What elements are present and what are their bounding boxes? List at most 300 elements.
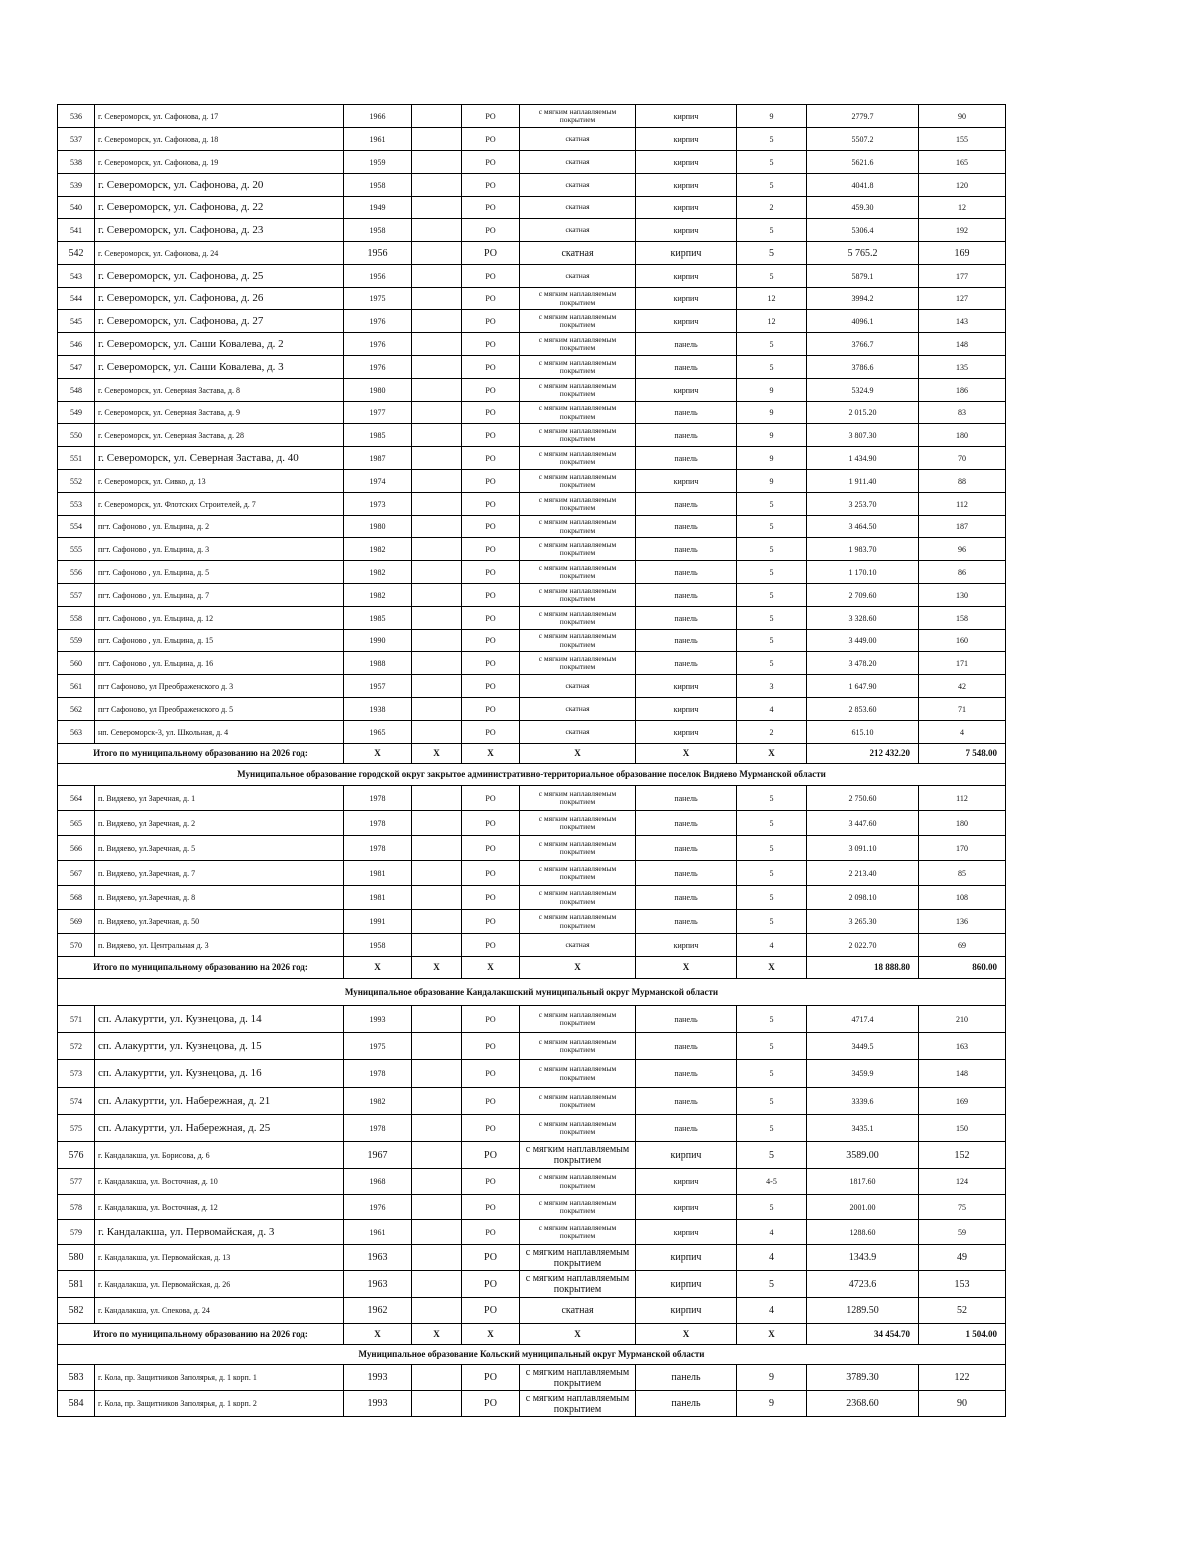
floors-cell: 2 [737, 721, 807, 744]
table-row [58, 1060, 1006, 1088]
build-year-cell: 1961 [344, 128, 412, 151]
address-cell: пгт. Сафоново , ул. Ельцина, д. 15 [95, 630, 344, 652]
address-cell: пгт. Сафоново , ул. Ельцина, д. 3 [95, 538, 344, 561]
roof-type-cell: с мягким наплавляемым покрытием [520, 424, 636, 447]
address-cell: г. Североморск, ул. Сафонова, д. 23 [95, 219, 344, 242]
table-row [58, 1115, 1006, 1142]
operator-cell: РО [462, 105, 520, 128]
wall-material-cell: кирпич [636, 1271, 737, 1298]
build-year-cell: 1957 [344, 675, 412, 698]
row-number: 562 [58, 698, 95, 721]
table-row [58, 424, 1006, 447]
row-number: 580 [58, 1245, 95, 1271]
section-title: Муниципальное образование Кольский муниципальный округ Мурманской области [58, 1345, 1006, 1365]
total-x-cell: X [520, 957, 636, 979]
address-cell: п. Видяево, ул Заречная, д. 2 [95, 811, 344, 836]
operator-cell: РО [462, 174, 520, 197]
table-row [58, 447, 1006, 470]
row-number: 539 [58, 174, 95, 197]
wall-material-cell: панель [636, 516, 737, 538]
roof-type-cell: с мягким наплавляемым покрытием [520, 607, 636, 630]
empty-cell [412, 424, 462, 447]
build-year-cell: 1981 [344, 861, 412, 886]
total-count: 7 548.00 [919, 744, 1006, 764]
total-count: 1 504.00 [919, 1324, 1006, 1345]
count-cell: 187 [919, 516, 1006, 538]
wall-material-cell: панель [636, 333, 737, 356]
row-number: 574 [58, 1088, 95, 1115]
roof-type-cell: скатная [520, 219, 636, 242]
count-cell: 163 [919, 1033, 1006, 1060]
area-cell: 2 098.10 [807, 886, 919, 910]
empty-cell [412, 934, 462, 957]
empty-cell [412, 675, 462, 698]
count-cell: 70 [919, 447, 1006, 470]
floors-cell: 5 [737, 652, 807, 675]
roof-type-cell: с мягким наплавляемым покрытием [520, 402, 636, 424]
empty-cell [412, 356, 462, 379]
address-cell: г. Североморск, ул. Саши Ковалева, д. 3 [95, 356, 344, 379]
build-year-cell: 1975 [344, 1033, 412, 1060]
area-cell: 3 449.00 [807, 630, 919, 652]
roof-type-cell: с мягким наплавляемым покрытием [520, 811, 636, 836]
housing-register-table [57, 104, 1006, 1417]
table-row [58, 630, 1006, 652]
build-year-cell: 1967 [344, 1142, 412, 1169]
build-year-cell: 1991 [344, 910, 412, 934]
count-cell: 122 [919, 1365, 1006, 1391]
area-cell: 1 911.40 [807, 470, 919, 493]
empty-cell [412, 1169, 462, 1195]
roof-type-cell: скатная [520, 934, 636, 957]
area-cell: 3 253.70 [807, 493, 919, 516]
area-cell: 3339.6 [807, 1088, 919, 1115]
table-row [58, 197, 1006, 219]
empty-cell [412, 698, 462, 721]
empty-cell [412, 630, 462, 652]
empty-cell [412, 288, 462, 310]
empty-cell [412, 1220, 462, 1245]
count-cell: 108 [919, 886, 1006, 910]
count-cell: 148 [919, 333, 1006, 356]
address-cell: г. Североморск, ул. Сафонова, д. 25 [95, 265, 344, 288]
build-year-cell: 1980 [344, 516, 412, 538]
empty-cell [412, 310, 462, 333]
total-x-cell: X [462, 957, 520, 979]
area-cell: 5324.9 [807, 379, 919, 402]
total-count: 860.00 [919, 957, 1006, 979]
area-cell: 1 434.90 [807, 447, 919, 470]
empty-cell [412, 721, 462, 744]
total-area: 34 454.70 [807, 1324, 919, 1345]
operator-cell: РО [462, 934, 520, 957]
roof-type-cell: с мягким наплавляемым покрытием [520, 1060, 636, 1088]
wall-material-cell: кирпич [636, 288, 737, 310]
roof-type-cell: с мягким наплавляемым покрытием [520, 356, 636, 379]
build-year-cell: 1987 [344, 447, 412, 470]
area-cell: 1 170.10 [807, 561, 919, 584]
floors-cell: 5 [737, 1006, 807, 1033]
operator-cell: РО [462, 1060, 520, 1088]
row-number: 540 [58, 197, 95, 219]
row-number: 558 [58, 607, 95, 630]
empty-cell [412, 265, 462, 288]
count-cell: 169 [919, 1088, 1006, 1115]
wall-material-cell: кирпич [636, 219, 737, 242]
table-row [58, 493, 1006, 516]
address-cell: г. Кандалакша, ул. Первомайская, д. 26 [95, 1271, 344, 1298]
floors-cell: 5 [737, 1088, 807, 1115]
operator-cell: РО [462, 128, 520, 151]
address-cell: г. Кандалакша, ул. Восточная, д. 10 [95, 1169, 344, 1195]
count-cell: 171 [919, 652, 1006, 675]
table-row [58, 1169, 1006, 1195]
total-x-cell: X [520, 744, 636, 764]
roof-type-cell: скатная [520, 721, 636, 744]
build-year-cell: 1978 [344, 811, 412, 836]
roof-type-cell: скатная [520, 197, 636, 219]
build-year-cell: 1958 [344, 174, 412, 197]
build-year-cell: 1981 [344, 886, 412, 910]
row-number: 549 [58, 402, 95, 424]
build-year-cell: 1976 [344, 1195, 412, 1220]
table-row [58, 219, 1006, 242]
wall-material-cell: кирпич [636, 1298, 737, 1324]
address-cell: нп. Североморск-3, ул. Школьная, д. 4 [95, 721, 344, 744]
table-row [58, 470, 1006, 493]
operator-cell: РО [462, 197, 520, 219]
row-number: 546 [58, 333, 95, 356]
roof-type-cell: скатная [520, 265, 636, 288]
table-row [58, 1088, 1006, 1115]
address-cell: г. Кандалакша, ул. Восточная, д. 12 [95, 1195, 344, 1220]
operator-cell: РО [462, 675, 520, 698]
count-cell: 150 [919, 1115, 1006, 1142]
operator-cell: РО [462, 538, 520, 561]
area-cell: 2001.00 [807, 1195, 919, 1220]
area-cell: 4041.8 [807, 174, 919, 197]
table-row [58, 516, 1006, 538]
wall-material-cell: кирпич [636, 197, 737, 219]
floors-cell: 9 [737, 447, 807, 470]
floors-cell: 9 [737, 379, 807, 402]
roof-type-cell: с мягким наплавляемым покрытием [520, 1391, 636, 1417]
empty-cell [412, 561, 462, 584]
build-year-cell: 1974 [344, 470, 412, 493]
address-cell: пгт. Сафоново , ул. Ельцина, д. 2 [95, 516, 344, 538]
floors-cell: 9 [737, 424, 807, 447]
section-header-row [58, 1345, 1006, 1365]
address-cell: г. Североморск, ул. Северная Застава, д. 28 [95, 424, 344, 447]
row-number: 555 [58, 538, 95, 561]
row-number: 542 [58, 242, 95, 265]
roof-type-cell: с мягким наплавляемым покрытием [520, 288, 636, 310]
empty-cell [412, 333, 462, 356]
empty-cell [412, 910, 462, 934]
roof-type-cell: с мягким наплавляемым покрытием [520, 105, 636, 128]
empty-cell [412, 105, 462, 128]
empty-cell [412, 1006, 462, 1033]
wall-material-cell: панель [636, 1391, 737, 1417]
area-cell: 2 015.20 [807, 402, 919, 424]
wall-material-cell: кирпич [636, 128, 737, 151]
build-year-cell: 1963 [344, 1245, 412, 1271]
count-cell: 180 [919, 811, 1006, 836]
floors-cell: 5 [737, 1271, 807, 1298]
floors-cell: 9 [737, 1391, 807, 1417]
table-row [58, 886, 1006, 910]
total-x-cell: X [412, 957, 462, 979]
row-number: 561 [58, 675, 95, 698]
table-row [58, 721, 1006, 744]
address-cell: г. Кандалакша, ул. Первомайская, д. 3 [95, 1220, 344, 1245]
roof-type-cell: с мягким наплавляемым покрытием [520, 652, 636, 675]
row-number: 570 [58, 934, 95, 957]
count-cell: 69 [919, 934, 1006, 957]
table-row [58, 1245, 1006, 1271]
roof-type-cell: с мягким наплавляемым покрытием [520, 379, 636, 402]
count-cell: 59 [919, 1220, 1006, 1245]
row-number: 541 [58, 219, 95, 242]
count-cell: 160 [919, 630, 1006, 652]
section-title: Муниципальное образование городской округ закрытое административно-территориальное образование поселок Видяево Мурманской области [58, 764, 1006, 786]
roof-type-cell: с мягким наплавляемым покрытием [520, 1195, 636, 1220]
roof-type-cell: скатная [520, 151, 636, 174]
row-number: 564 [58, 786, 95, 811]
floors-cell: 5 [737, 786, 807, 811]
row-number: 554 [58, 516, 95, 538]
build-year-cell: 1993 [344, 1365, 412, 1391]
count-cell: 135 [919, 356, 1006, 379]
table-row [58, 1391, 1006, 1417]
row-number: 537 [58, 128, 95, 151]
row-number: 568 [58, 886, 95, 910]
count-cell: 143 [919, 310, 1006, 333]
area-cell: 1 983.70 [807, 538, 919, 561]
wall-material-cell: панель [636, 886, 737, 910]
area-cell: 1288.60 [807, 1220, 919, 1245]
floors-cell: 12 [737, 288, 807, 310]
table-row [58, 151, 1006, 174]
count-cell: 169 [919, 242, 1006, 265]
area-cell: 1289.50 [807, 1298, 919, 1324]
wall-material-cell: панель [636, 1006, 737, 1033]
row-number: 543 [58, 265, 95, 288]
wall-material-cell: панель [636, 584, 737, 607]
address-cell: п. Видяево, ул.Заречная, д. 50 [95, 910, 344, 934]
empty-cell [412, 1033, 462, 1060]
roof-type-cell: с мягким наплавляемым покрытием [520, 1088, 636, 1115]
roof-type-cell: с мягким наплавляемым покрытием [520, 786, 636, 811]
roof-type-cell: с мягким наплавляемым покрытием [520, 493, 636, 516]
wall-material-cell: панель [636, 424, 737, 447]
empty-cell [412, 493, 462, 516]
address-cell: п. Видяево, ул.Заречная, д. 8 [95, 886, 344, 910]
area-cell: 3786.6 [807, 356, 919, 379]
row-number: 551 [58, 447, 95, 470]
operator-cell: РО [462, 910, 520, 934]
area-cell: 4723.6 [807, 1271, 919, 1298]
count-cell: 186 [919, 379, 1006, 402]
row-number: 578 [58, 1195, 95, 1220]
floors-cell: 5 [737, 242, 807, 265]
operator-cell: РО [462, 333, 520, 356]
address-cell: г. Североморск, ул. Северная Застава, д. 9 [95, 402, 344, 424]
build-year-cell: 1956 [344, 265, 412, 288]
roof-type-cell: с мягким наплавляемым покрытием [520, 584, 636, 607]
row-number: 572 [58, 1033, 95, 1060]
total-label: Итого по муниципальному образованию на 2026 год: [58, 1324, 344, 1345]
build-year-cell: 1966 [344, 105, 412, 128]
floors-cell: 5 [737, 516, 807, 538]
table-row [58, 1298, 1006, 1324]
floors-cell: 4 [737, 1245, 807, 1271]
build-year-cell: 1980 [344, 379, 412, 402]
wall-material-cell: кирпич [636, 470, 737, 493]
floors-cell: 9 [737, 470, 807, 493]
roof-type-cell: скатная [520, 675, 636, 698]
operator-cell: РО [462, 516, 520, 538]
operator-cell: РО [462, 630, 520, 652]
wall-material-cell: кирпич [636, 265, 737, 288]
row-number: 565 [58, 811, 95, 836]
area-cell: 3 091.10 [807, 836, 919, 861]
address-cell: г. Североморск, ул. Северная Застава, д. 40 [95, 447, 344, 470]
address-cell: г. Кола, пр. Защитников Заполярья, д. 1 корп. 1 [95, 1365, 344, 1391]
wall-material-cell: кирпич [636, 1245, 737, 1271]
operator-cell: РО [462, 561, 520, 584]
table-row [58, 1006, 1006, 1033]
row-number: 575 [58, 1115, 95, 1142]
count-cell: 112 [919, 493, 1006, 516]
table-row [58, 356, 1006, 379]
total-x-cell: X [344, 957, 412, 979]
build-year-cell: 1958 [344, 934, 412, 957]
total-x-cell: X [462, 1324, 520, 1345]
table-row [58, 288, 1006, 310]
area-cell: 3 478.20 [807, 652, 919, 675]
table-row [58, 242, 1006, 265]
build-year-cell: 1978 [344, 1115, 412, 1142]
count-cell: 90 [919, 1391, 1006, 1417]
address-cell: г. Североморск, ул. Сафонова, д. 19 [95, 151, 344, 174]
table-row [58, 561, 1006, 584]
empty-cell [412, 1142, 462, 1169]
count-cell: 177 [919, 265, 1006, 288]
floors-cell: 4 [737, 1220, 807, 1245]
build-year-cell: 1963 [344, 1271, 412, 1298]
row-number: 563 [58, 721, 95, 744]
table-body [58, 105, 1006, 1417]
wall-material-cell: панель [636, 836, 737, 861]
operator-cell: РО [462, 721, 520, 744]
floors-cell: 12 [737, 310, 807, 333]
table-row [58, 1220, 1006, 1245]
roof-type-cell: с мягким наплавляемым покрытием [520, 310, 636, 333]
empty-cell [412, 379, 462, 402]
area-cell: 3 328.60 [807, 607, 919, 630]
roof-type-cell: с мягким наплавляемым покрытием [520, 538, 636, 561]
table-row [58, 652, 1006, 675]
table-row [58, 811, 1006, 836]
address-cell: пгт. Сафоново , ул. Ельцина, д. 12 [95, 607, 344, 630]
total-area: 212 432.20 [807, 744, 919, 764]
operator-cell: РО [462, 786, 520, 811]
operator-cell: РО [462, 402, 520, 424]
address-cell: сп. Алакуртти, ул. Набережная, д. 25 [95, 1115, 344, 1142]
floors-cell: 9 [737, 1365, 807, 1391]
roof-type-cell: с мягким наплавляемым покрытием [520, 836, 636, 861]
area-cell: 2 022.70 [807, 934, 919, 957]
build-year-cell: 1962 [344, 1298, 412, 1324]
row-number: 545 [58, 310, 95, 333]
empty-cell [412, 219, 462, 242]
wall-material-cell: кирпич [636, 242, 737, 265]
build-year-cell: 1982 [344, 538, 412, 561]
total-x-cell: X [412, 744, 462, 764]
floors-cell: 4 [737, 1298, 807, 1324]
count-cell: 71 [919, 698, 1006, 721]
floors-cell: 5 [737, 910, 807, 934]
operator-cell: РО [462, 836, 520, 861]
housing-table-sheet [57, 104, 1005, 1417]
section-header-row [58, 979, 1006, 1006]
row-number: 566 [58, 836, 95, 861]
roof-type-cell: скатная [520, 1298, 636, 1324]
wall-material-cell: панель [636, 910, 737, 934]
total-label: Итого по муниципальному образованию на 2026 год: [58, 744, 344, 764]
floors-cell: 5 [737, 630, 807, 652]
row-number: 581 [58, 1271, 95, 1298]
row-number: 576 [58, 1142, 95, 1169]
area-cell: 3 265.30 [807, 910, 919, 934]
build-year-cell: 1956 [344, 242, 412, 265]
row-number: 547 [58, 356, 95, 379]
empty-cell [412, 1298, 462, 1324]
address-cell: г. Кандалакша, ул. Спекова, д. 24 [95, 1298, 344, 1324]
row-number: 584 [58, 1391, 95, 1417]
count-cell: 127 [919, 288, 1006, 310]
address-cell: пгт Сафоново, ул Преображенского д. 5 [95, 698, 344, 721]
area-cell: 2 750.60 [807, 786, 919, 811]
section-header-row [58, 764, 1006, 786]
address-cell: г. Североморск, ул. Сивко, д. 13 [95, 470, 344, 493]
wall-material-cell: панель [636, 607, 737, 630]
table-row [58, 538, 1006, 561]
row-number: 557 [58, 584, 95, 607]
count-cell: 86 [919, 561, 1006, 584]
operator-cell: РО [462, 886, 520, 910]
table-row [58, 861, 1006, 886]
empty-cell [412, 516, 462, 538]
operator-cell: РО [462, 310, 520, 333]
empty-cell [412, 886, 462, 910]
table-row [58, 584, 1006, 607]
address-cell: сп. Алакуртти, ул. Набережная, д. 21 [95, 1088, 344, 1115]
row-number: 536 [58, 105, 95, 128]
operator-cell: РО [462, 447, 520, 470]
wall-material-cell: панель [636, 811, 737, 836]
floors-cell: 2 [737, 197, 807, 219]
address-cell: п. Видяево, ул.Заречная, д. 5 [95, 836, 344, 861]
address-cell: г. Североморск, ул. Северная Застава, д. 8 [95, 379, 344, 402]
floors-cell: 9 [737, 105, 807, 128]
floors-cell: 5 [737, 219, 807, 242]
count-cell: 120 [919, 174, 1006, 197]
operator-cell: РО [462, 424, 520, 447]
empty-cell [412, 402, 462, 424]
wall-material-cell: панель [636, 447, 737, 470]
